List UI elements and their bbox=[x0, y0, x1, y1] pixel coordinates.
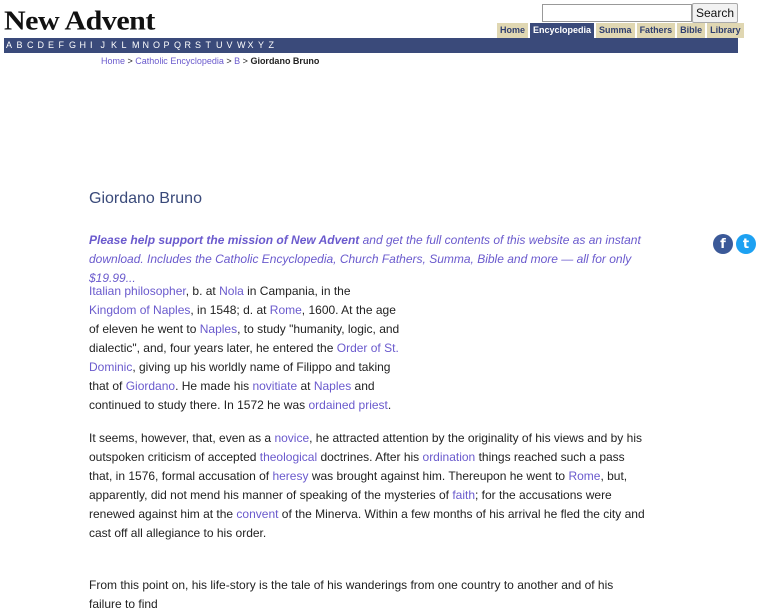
link-novitiate[interactable]: novitiate bbox=[252, 379, 298, 393]
nav-bible[interactable]: Bible bbox=[677, 23, 705, 38]
alphabet-link[interactable]: Y bbox=[258, 40, 265, 50]
alphabet-link[interactable]: G bbox=[69, 40, 77, 50]
breadcrumb-letter[interactable]: B bbox=[234, 56, 241, 66]
alphabet-bar bbox=[4, 38, 738, 53]
alphabet-link[interactable]: T bbox=[205, 40, 211, 50]
search-input[interactable] bbox=[542, 4, 692, 22]
text: , to study "humanity, logic, and dialectic", and, four years later, he entered the bbox=[89, 322, 400, 355]
text: , giving up his worldly name of Filippo and taking that of bbox=[89, 360, 391, 393]
link-order-of-st-dominic[interactable]: Order of St. Dominic bbox=[89, 341, 399, 374]
text: , b. at bbox=[185, 284, 220, 298]
link-italian-philosopher[interactable]: Italian philosopher bbox=[89, 284, 186, 298]
alphabet-link[interactable]: O bbox=[153, 40, 161, 50]
text: and continued to study there. In 1572 he was bbox=[89, 379, 375, 412]
text: was brought against him. Thereupon he went to bbox=[308, 469, 569, 483]
search-button[interactable]: Search bbox=[692, 3, 738, 23]
support-appeal-link[interactable]: Please help support the mission of New Advent bbox=[89, 233, 360, 247]
alphabet-link[interactable]: F bbox=[58, 40, 64, 50]
support-appeal bbox=[89, 231, 659, 288]
alphabet-link[interactable]: R bbox=[184, 40, 191, 50]
link-nola[interactable]: Nola bbox=[219, 284, 244, 298]
article-paragraph-2 bbox=[89, 429, 649, 543]
top-nav bbox=[497, 23, 744, 38]
text: It seems, however, that, even as a bbox=[89, 431, 275, 445]
alphabet-link[interactable]: U bbox=[216, 40, 223, 50]
link-rome[interactable]: Rome bbox=[269, 303, 302, 317]
page-title: Giordano Bruno bbox=[89, 190, 202, 207]
link-kingdom-of-naples[interactable]: Kingdom of Naples bbox=[89, 303, 191, 317]
link-convent[interactable]: convent bbox=[236, 507, 279, 521]
alphabet-link[interactable]: B bbox=[16, 40, 23, 50]
alphabet-link[interactable]: C bbox=[27, 40, 34, 50]
text: things reached such a pass that, in 1576, formal accusation of bbox=[89, 450, 625, 483]
link-faith[interactable]: faith bbox=[452, 488, 475, 502]
breadcrumb-separator: > bbox=[127, 56, 136, 66]
link-heresy[interactable]: heresy bbox=[272, 469, 309, 483]
link-rome[interactable]: Rome bbox=[568, 469, 601, 483]
alphabet-link[interactable]: H bbox=[79, 40, 86, 50]
alphabet-link[interactable]: D bbox=[37, 40, 44, 50]
alphabet-link[interactable]: A bbox=[6, 40, 13, 50]
alphabet-link[interactable]: Q bbox=[174, 40, 182, 50]
alphabet-link[interactable]: W bbox=[237, 40, 246, 50]
alphabet-link[interactable]: I bbox=[90, 40, 93, 50]
link-novice[interactable]: novice bbox=[274, 431, 310, 445]
facebook-share-icon[interactable]: f bbox=[713, 234, 733, 254]
text: in Campania, in the bbox=[243, 284, 351, 298]
alphabet-link[interactable]: X bbox=[247, 40, 254, 50]
text: at bbox=[297, 379, 314, 393]
breadcrumb-encyclopedia[interactable]: Catholic Encyclopedia bbox=[135, 56, 224, 66]
breadcrumb-separator: > bbox=[226, 56, 235, 66]
alphabet-link[interactable]: N bbox=[142, 40, 149, 50]
text: , in 1548; d. at bbox=[190, 303, 270, 317]
alphabet-link[interactable]: E bbox=[48, 40, 55, 50]
link-theological[interactable]: theological bbox=[259, 450, 318, 464]
article-paragraph-3 bbox=[89, 576, 649, 614]
alphabet-link[interactable]: J bbox=[100, 40, 105, 50]
text: of the Minerva. Within a few months of his arrival he fled the city and cast off all allegiance to his order. bbox=[89, 507, 645, 540]
link-naples[interactable]: Naples bbox=[199, 322, 238, 336]
text: . He made his bbox=[175, 379, 253, 393]
article-paragraph-1 bbox=[89, 282, 401, 415]
text: doctrines. After his bbox=[317, 450, 423, 464]
alphabet-link[interactable]: S bbox=[195, 40, 202, 50]
alphabet-link[interactable]: P bbox=[163, 40, 170, 50]
nav-home[interactable]: Home bbox=[497, 23, 528, 38]
alphabet-link[interactable]: V bbox=[226, 40, 233, 50]
nav-encyclopedia[interactable]: Encyclopedia bbox=[530, 23, 594, 38]
support-appeal-text: and get the full contents of this website as an instant download. Includes the Catholic Encyclopedia, Church Fathers, Summa, Bible and more — all for only $19.99... bbox=[89, 233, 641, 285]
breadcrumb-current: Giordano Bruno bbox=[250, 56, 320, 66]
breadcrumb-home[interactable]: Home bbox=[101, 56, 126, 66]
alphabet-link[interactable]: Z bbox=[268, 40, 274, 50]
twitter-share-icon[interactable]: t bbox=[736, 234, 756, 254]
link-giordano[interactable]: Giordano bbox=[125, 379, 176, 393]
link-ordination[interactable]: ordination bbox=[422, 450, 476, 464]
breadcrumb bbox=[101, 56, 319, 66]
nav-summa[interactable]: Summa bbox=[596, 23, 635, 38]
text: . bbox=[387, 398, 392, 412]
text: , but, apparently, did not mend his manner of speaking of the mysteries of bbox=[89, 469, 628, 502]
nav-fathers[interactable]: Fathers bbox=[637, 23, 676, 38]
site-logo[interactable]: New Advent bbox=[4, 6, 155, 36]
alphabet-link[interactable]: K bbox=[111, 40, 118, 50]
nav-library[interactable]: Library bbox=[707, 23, 744, 38]
text: , 1600. At the age of eleven he went to bbox=[89, 303, 396, 336]
link-ordained-priest[interactable]: ordained priest bbox=[308, 398, 388, 412]
link-naples[interactable]: Naples bbox=[313, 379, 352, 393]
text: ; for the accusations were renewed against him at the bbox=[89, 488, 612, 521]
alphabet-link[interactable]: M bbox=[132, 40, 140, 50]
text: , he attracted attention by the originality of his views and by his outspoken criticism of accepted bbox=[89, 431, 642, 464]
text: From this point on, his life-story is the tale of his wanderings from one country to another and of his failure to find bbox=[89, 578, 614, 611]
breadcrumb-separator: > bbox=[242, 56, 251, 66]
alphabet-link[interactable]: L bbox=[121, 40, 127, 50]
